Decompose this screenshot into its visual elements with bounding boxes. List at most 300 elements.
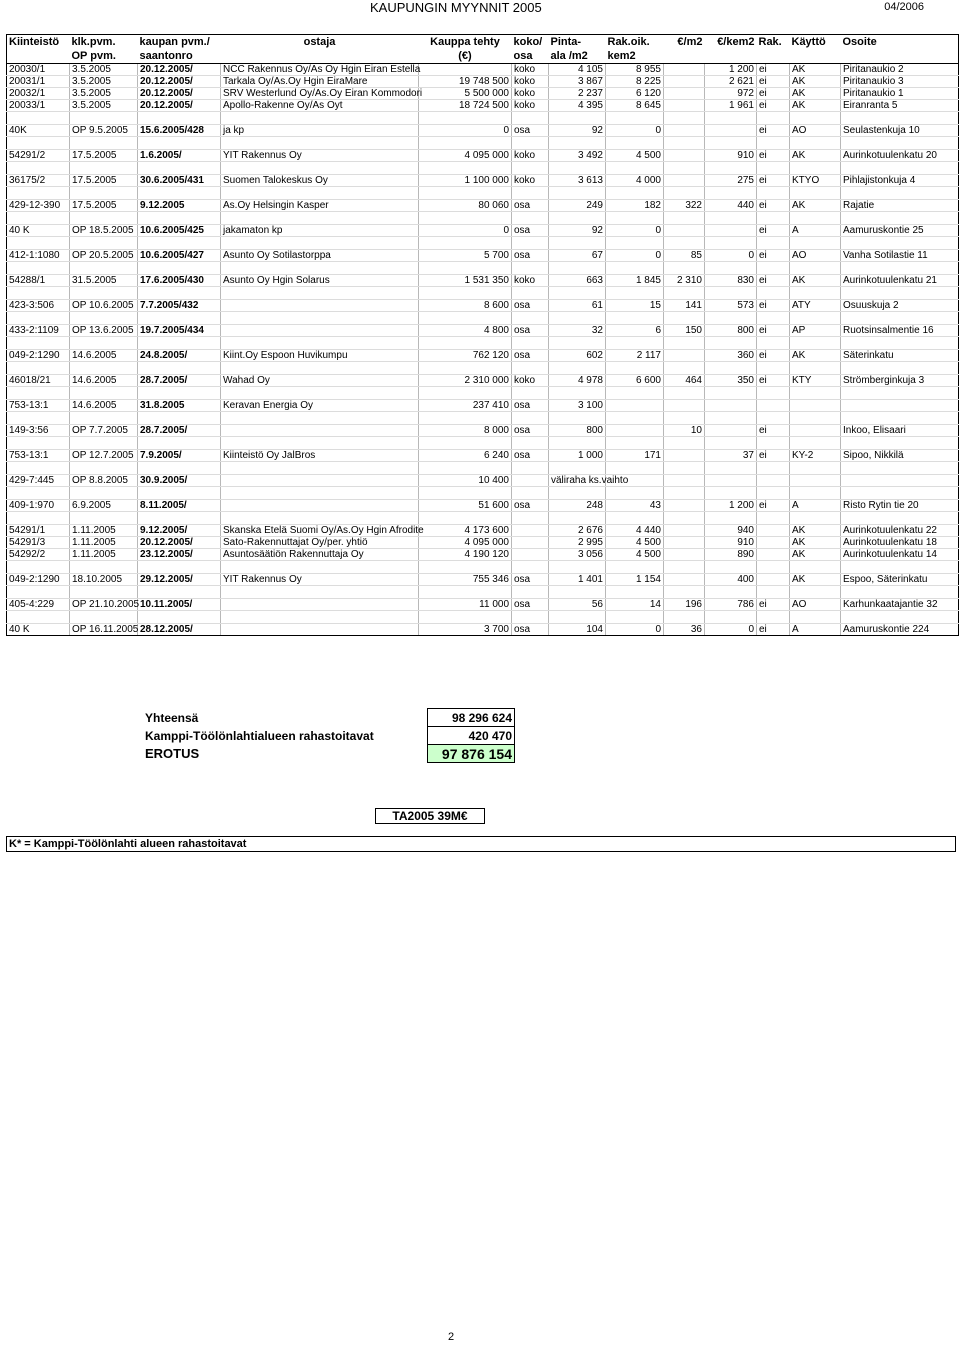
cell-osoite: Pihlajistonkuja 4 xyxy=(841,175,959,187)
cell-ala: 2 237 xyxy=(549,88,606,100)
spacer-cell xyxy=(664,337,705,350)
cell-kem xyxy=(606,400,664,412)
table-body xyxy=(7,64,959,636)
cell-klk: 1.11.2005 xyxy=(70,549,138,561)
spacer-cell xyxy=(419,312,512,325)
cell-koko: koko xyxy=(512,175,549,187)
cell-osoite: Inkoo, Elisaari xyxy=(841,425,959,437)
col-header: €/m2 xyxy=(664,35,705,50)
spacer-cell xyxy=(419,437,512,450)
cell-koko: koko xyxy=(512,150,549,162)
spacer-cell xyxy=(549,287,606,300)
spacer-cell xyxy=(512,362,549,375)
cell-hinta: 4 095 000 xyxy=(419,150,512,162)
col-header: ostaja xyxy=(221,35,419,50)
spacer-cell xyxy=(664,237,705,250)
cell-kiinteisto: 54292/2 xyxy=(7,549,70,561)
spacer-row xyxy=(7,212,959,225)
cell-klk: 31.5.2005 xyxy=(70,275,138,287)
cell-osoite: Karhunkaatajantie 32 xyxy=(841,599,959,611)
spacer-cell xyxy=(841,561,959,574)
cell-rak: ei xyxy=(757,100,790,112)
col-header: OP pvm. xyxy=(70,49,138,64)
cell-kem2: 275 xyxy=(705,175,757,187)
table-row xyxy=(7,624,959,636)
cell-hinta: 5 500 000 xyxy=(419,88,512,100)
cell-klk: OP 16.11.2005 xyxy=(70,624,138,636)
table-row xyxy=(7,200,959,212)
cell-rak: ei xyxy=(757,624,790,636)
cell-pvm: 30.6.2005/431 xyxy=(138,175,221,187)
footnote: K* = Kamppi-Töölönlahti alueen rahastoitavat xyxy=(6,836,956,852)
spacer-cell xyxy=(221,312,419,325)
spacer-cell xyxy=(841,162,959,175)
cell-kiinteisto: 412-1:1080 xyxy=(7,250,70,262)
cell-hinta: 4 800 xyxy=(419,325,512,337)
sales-table xyxy=(6,34,959,636)
cell-klk: 3.5.2005 xyxy=(70,100,138,112)
col-header xyxy=(664,49,705,64)
summary-box xyxy=(143,708,515,763)
cell-klk: 3.5.2005 xyxy=(70,88,138,100)
spacer-row xyxy=(7,412,959,425)
spacer-cell xyxy=(757,137,790,150)
spacer-cell xyxy=(790,162,841,175)
spacer-cell xyxy=(606,487,664,500)
table-row xyxy=(7,400,959,412)
cell-pvm: 30.9.2005/ xyxy=(138,475,221,487)
col-header: saantonro xyxy=(138,49,221,64)
spacer-cell xyxy=(419,362,512,375)
cell-ala: 92 xyxy=(549,225,606,237)
cell-klk: 6.9.2005 xyxy=(70,500,138,512)
spacer-cell xyxy=(221,287,419,300)
spacer-row xyxy=(7,237,959,250)
cell-klk: OP 20.5.2005 xyxy=(70,250,138,262)
spacer-cell xyxy=(138,462,221,475)
spacer-cell xyxy=(549,137,606,150)
cell-ala: 602 xyxy=(549,350,606,362)
table-row xyxy=(7,300,959,312)
cell-klk: 14.6.2005 xyxy=(70,400,138,412)
spacer-cell xyxy=(549,387,606,400)
spacer-cell xyxy=(790,362,841,375)
spacer-cell xyxy=(705,162,757,175)
cell-kem: 4 440 xyxy=(606,525,664,537)
spacer-row xyxy=(7,362,959,375)
table-row xyxy=(7,150,959,162)
spacer-cell xyxy=(512,462,549,475)
cell-kem2 xyxy=(705,225,757,237)
cell-klk: OP 21.10.2005 xyxy=(70,599,138,611)
cell-kiinteisto: 429-12-390 xyxy=(7,200,70,212)
cell-hinta: 0 xyxy=(419,125,512,137)
cell-rak: ei xyxy=(757,375,790,387)
spacer-cell xyxy=(606,437,664,450)
spacer-cell xyxy=(512,412,549,425)
cell-koko xyxy=(512,537,549,549)
cell-m2 xyxy=(664,450,705,462)
cell-hinta: 3 700 xyxy=(419,624,512,636)
cell-m2: 322 xyxy=(664,200,705,212)
cell-rak: ei xyxy=(757,125,790,137)
spacer-cell xyxy=(549,512,606,525)
spacer-cell xyxy=(7,162,70,175)
cell-m2: 36 xyxy=(664,624,705,636)
spacer-cell xyxy=(606,412,664,425)
spacer-cell xyxy=(790,462,841,475)
spacer-cell xyxy=(664,487,705,500)
spacer-cell xyxy=(606,337,664,350)
spacer-cell xyxy=(606,237,664,250)
cell-osoite: Eiranranta 5 xyxy=(841,100,959,112)
spacer-cell xyxy=(664,262,705,275)
cell-kiinteisto: 40 K xyxy=(7,225,70,237)
cell-rak: ei xyxy=(757,350,790,362)
spacer-cell xyxy=(221,237,419,250)
cell-pvm: 1.6.2005/ xyxy=(138,150,221,162)
spacer-cell xyxy=(7,487,70,500)
cell-ostaja: ja kp xyxy=(221,125,419,137)
cell-kem: 0 xyxy=(606,624,664,636)
spacer-cell xyxy=(664,362,705,375)
cell-kem: 0 xyxy=(606,250,664,262)
cell-osoite: Rajatie xyxy=(841,200,959,212)
spacer-cell xyxy=(790,262,841,275)
spacer-cell xyxy=(841,611,959,624)
spacer-cell xyxy=(419,387,512,400)
spacer-cell xyxy=(549,611,606,624)
spacer-cell xyxy=(419,462,512,475)
spacer-cell xyxy=(705,262,757,275)
cell-m2 xyxy=(664,225,705,237)
spacer-cell xyxy=(790,561,841,574)
spacer-cell xyxy=(549,162,606,175)
spacer-cell xyxy=(664,212,705,225)
spacer-cell xyxy=(7,312,70,325)
cell-ostaja: Tarkala Oy/As.Oy Hgin EiraMare xyxy=(221,76,419,88)
cell-ala: 1 401 xyxy=(549,574,606,586)
cell-kaytto: AK xyxy=(790,275,841,287)
spacer-cell xyxy=(419,512,512,525)
cell-kiinteisto: 54291/1 xyxy=(7,525,70,537)
cell-m2: 141 xyxy=(664,300,705,312)
cell-kem xyxy=(606,425,664,437)
spacer-cell xyxy=(790,586,841,599)
cell-m2 xyxy=(664,537,705,549)
cell-m2 xyxy=(664,574,705,586)
cell-m2 xyxy=(664,525,705,537)
cell-klk: 18.10.2005 xyxy=(70,574,138,586)
spacer-cell xyxy=(705,362,757,375)
spacer-row xyxy=(7,137,959,150)
spacer-cell xyxy=(138,137,221,150)
spacer-cell xyxy=(7,237,70,250)
cell-hinta: 80 060 xyxy=(419,200,512,212)
cell-hinta: 51 600 xyxy=(419,500,512,512)
summary-diff-row xyxy=(143,745,515,763)
cell-ostaja: jakamaton kp xyxy=(221,225,419,237)
cell-pvm: 24.8.2005/ xyxy=(138,350,221,362)
cell-pvm: 20.12.2005/ xyxy=(138,88,221,100)
col-header xyxy=(841,49,959,64)
spacer-cell xyxy=(757,362,790,375)
spacer-cell xyxy=(757,611,790,624)
spacer-cell xyxy=(606,512,664,525)
cell-ostaja xyxy=(221,325,419,337)
spacer-row xyxy=(7,462,959,475)
spacer-cell xyxy=(7,137,70,150)
spacer-cell xyxy=(705,561,757,574)
spacer-cell xyxy=(757,262,790,275)
cell-kaytto: AO xyxy=(790,125,841,137)
cell-koko: koko xyxy=(512,275,549,287)
spacer-cell xyxy=(138,187,221,200)
spacer-row xyxy=(7,561,959,574)
cell-m2 xyxy=(664,549,705,561)
spacer-cell xyxy=(841,137,959,150)
cell-kem2: 1 200 xyxy=(705,64,757,76)
spacer-cell xyxy=(221,611,419,624)
cell-m2 xyxy=(664,150,705,162)
col-header: kaupan pvm./ xyxy=(138,35,221,50)
cell-kaytto: A xyxy=(790,500,841,512)
spacer-cell xyxy=(606,362,664,375)
table-row xyxy=(7,599,959,611)
spacer-cell xyxy=(138,362,221,375)
cell-ala: 3 867 xyxy=(549,76,606,88)
spacer-cell xyxy=(7,112,70,125)
cell-osoite: Ruotsinsalmentie 16 xyxy=(841,325,959,337)
spacer-cell xyxy=(138,387,221,400)
table-row xyxy=(7,100,959,112)
cell-kaytto: AO xyxy=(790,250,841,262)
cell-osoite: Strömberginkuja 3 xyxy=(841,375,959,387)
spacer-cell xyxy=(549,437,606,450)
cell-osoite: Sipoo, Nikkilä xyxy=(841,450,959,462)
cell-pvm: 10.6.2005/425 xyxy=(138,225,221,237)
cell-koko: osa xyxy=(512,400,549,412)
col-header: ala /m2 xyxy=(549,49,606,64)
spacer-cell xyxy=(512,487,549,500)
col-header: Kauppa tehty xyxy=(419,35,512,50)
cell-hinta: 237 410 xyxy=(419,400,512,412)
cell-osoite: Aurinkotuulenkatu 18 xyxy=(841,537,959,549)
cell-koko xyxy=(512,525,549,537)
cell-koko: osa xyxy=(512,624,549,636)
cell-kem2: 972 xyxy=(705,88,757,100)
spacer-cell xyxy=(221,212,419,225)
cell-osoite: Piritanaukio 2 xyxy=(841,64,959,76)
table-row xyxy=(7,125,959,137)
spacer-row xyxy=(7,487,959,500)
spacer-cell xyxy=(221,412,419,425)
cell-hinta: 4 095 000 xyxy=(419,537,512,549)
col-header: Osoite xyxy=(841,35,959,50)
cell-kiinteisto: 049-2:1290 xyxy=(7,574,70,586)
table-row xyxy=(7,549,959,561)
spacer-cell xyxy=(841,212,959,225)
spacer-cell xyxy=(705,387,757,400)
spacer-cell xyxy=(757,462,790,475)
spacer-cell xyxy=(512,137,549,150)
spacer-cell xyxy=(664,586,705,599)
spacer-cell xyxy=(512,237,549,250)
spacer-cell xyxy=(138,337,221,350)
spacer-cell xyxy=(664,561,705,574)
table-row xyxy=(7,574,959,586)
spacer-cell xyxy=(419,412,512,425)
spacer-cell xyxy=(7,387,70,400)
cell-pvm: 20.12.2005/ xyxy=(138,537,221,549)
spacer-cell xyxy=(664,137,705,150)
cell-ostaja xyxy=(221,475,419,487)
spacer-cell xyxy=(705,462,757,475)
cell-rak xyxy=(757,475,790,487)
cell-pvm: 8.11.2005/ xyxy=(138,500,221,512)
spacer-cell xyxy=(705,237,757,250)
spacer-cell xyxy=(221,262,419,275)
spacer-row xyxy=(7,512,959,525)
spacer-cell xyxy=(70,287,138,300)
col-header: Rak. xyxy=(757,35,790,50)
spacer-cell xyxy=(70,162,138,175)
cell-kiinteisto: 54291/2 xyxy=(7,150,70,162)
spacer-cell xyxy=(419,112,512,125)
col-header: osa xyxy=(512,49,549,64)
cell-ala: 104 xyxy=(549,624,606,636)
spacer-row xyxy=(7,262,959,275)
table-row xyxy=(7,537,959,549)
spacer-cell xyxy=(664,437,705,450)
cell-koko xyxy=(512,475,549,487)
ta-box: TA2005 39M€ xyxy=(375,808,485,824)
spacer-cell xyxy=(70,512,138,525)
spacer-cell xyxy=(419,212,512,225)
table-row xyxy=(7,425,959,437)
spacer-cell xyxy=(790,112,841,125)
cell-rak: ei xyxy=(757,250,790,262)
cell-pvm: 28.12.2005/ xyxy=(138,624,221,636)
cell-kem2: 440 xyxy=(705,200,757,212)
table-row xyxy=(7,225,959,237)
cell-kem2 xyxy=(705,475,757,487)
cell-kaytto xyxy=(790,425,841,437)
cell-kaytto: AP xyxy=(790,325,841,337)
spacer-cell xyxy=(419,162,512,175)
cell-m2 xyxy=(664,400,705,412)
cell-kaytto: AK xyxy=(790,525,841,537)
spacer-cell xyxy=(138,561,221,574)
fund-label: Kamppi-Töölönlahtialueen rahastoitavat xyxy=(145,728,374,743)
cell-klk: 1.11.2005 xyxy=(70,525,138,537)
spacer-cell xyxy=(841,387,959,400)
spacer-cell xyxy=(7,187,70,200)
spacer-cell xyxy=(512,162,549,175)
cell-ala: 4 978 xyxy=(549,375,606,387)
cell-ostaja xyxy=(221,300,419,312)
spacer-cell xyxy=(221,561,419,574)
summary-total-row xyxy=(143,709,515,727)
cell-ala: 3 492 xyxy=(549,150,606,162)
spacer-cell xyxy=(757,337,790,350)
cell-kiinteisto: 753-13:1 xyxy=(7,400,70,412)
cell-hinta: 6 240 xyxy=(419,450,512,462)
spacer-cell xyxy=(221,487,419,500)
spacer-cell xyxy=(549,462,606,475)
cell-hinta xyxy=(419,64,512,76)
cell-osoite: Aurinkotuulenkatu 21 xyxy=(841,275,959,287)
cell-kiinteisto: 46018/21 xyxy=(7,375,70,387)
cell-kaytto: AK xyxy=(790,100,841,112)
col-header: Rak.oik. xyxy=(606,35,664,50)
cell-koko: koko xyxy=(512,100,549,112)
cell-rak: ei xyxy=(757,425,790,437)
cell-pvm: 9.12.2005/ xyxy=(138,525,221,537)
cell-koko xyxy=(512,549,549,561)
page-date: 04/2006 xyxy=(884,1,924,13)
cell-klk: OP 9.5.2005 xyxy=(70,125,138,137)
spacer-cell xyxy=(549,412,606,425)
cell-kaytto: AK xyxy=(790,574,841,586)
spacer-cell xyxy=(221,137,419,150)
cell-rak: ei xyxy=(757,500,790,512)
col-header: Pinta- xyxy=(549,35,606,50)
spacer-cell xyxy=(841,237,959,250)
cell-koko: osa xyxy=(512,425,549,437)
cell-ostaja: YIT Rakennus Oy xyxy=(221,574,419,586)
cell-ala: 800 xyxy=(549,425,606,437)
cell-rak xyxy=(757,574,790,586)
spacer-cell xyxy=(138,287,221,300)
header-row-1 xyxy=(7,35,959,50)
cell-kiinteisto: 405-4:229 xyxy=(7,599,70,611)
spacer-cell xyxy=(512,212,549,225)
spacer-cell xyxy=(70,187,138,200)
cell-rak: ei xyxy=(757,88,790,100)
spacer-cell xyxy=(705,112,757,125)
cell-klk: OP 7.7.2005 xyxy=(70,425,138,437)
spacer-cell xyxy=(138,586,221,599)
spacer-cell xyxy=(841,187,959,200)
cell-rak: ei xyxy=(757,200,790,212)
spacer-cell xyxy=(705,437,757,450)
table-row xyxy=(7,375,959,387)
spacer-cell xyxy=(138,162,221,175)
spacer-cell xyxy=(606,586,664,599)
cell-ostaja: As.Oy Helsingin Kasper xyxy=(221,200,419,212)
spacer-cell xyxy=(70,487,138,500)
spacer-cell xyxy=(7,412,70,425)
cell-ala: 67 xyxy=(549,250,606,262)
spacer-cell xyxy=(512,387,549,400)
cell-klk: 14.6.2005 xyxy=(70,350,138,362)
col-header: koko/ xyxy=(512,35,549,50)
spacer-cell xyxy=(757,437,790,450)
cell-kiinteisto: 20033/1 xyxy=(7,100,70,112)
cell-ostaja: SRV Westerlund Oy/As.Oy Eiran Kommodori xyxy=(221,88,419,100)
spacer-cell xyxy=(221,512,419,525)
cell-kem2: 400 xyxy=(705,574,757,586)
spacer-cell xyxy=(7,262,70,275)
spacer-cell xyxy=(419,487,512,500)
spacer-cell xyxy=(221,337,419,350)
spacer-cell xyxy=(7,462,70,475)
spacer-cell xyxy=(757,187,790,200)
spacer-row xyxy=(7,586,959,599)
cell-hinta: 8 600 xyxy=(419,300,512,312)
spacer-cell xyxy=(790,412,841,425)
